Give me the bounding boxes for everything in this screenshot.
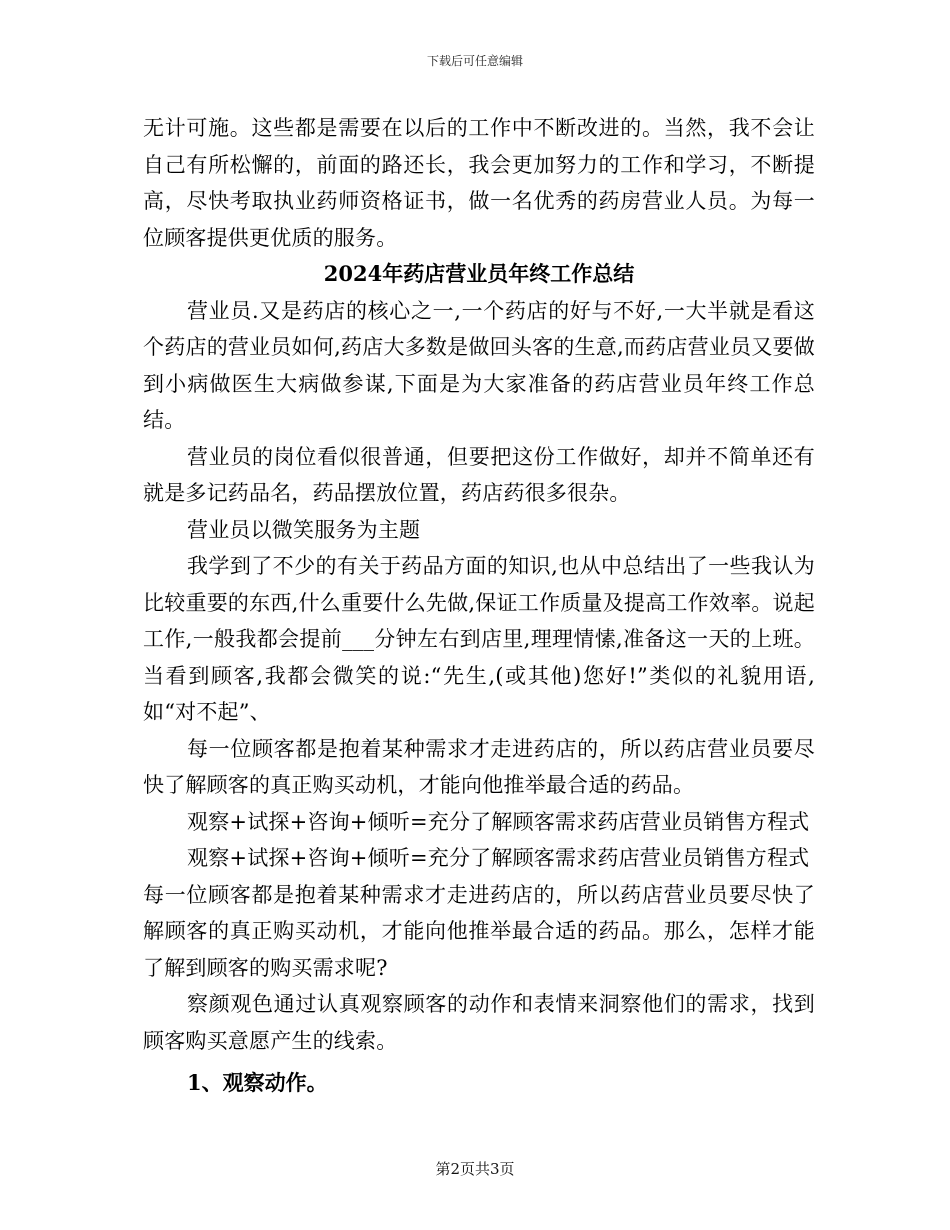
paragraph-5: 我学到了不少的有关于药品方面的知识,也从中总结出了一些我认为比较重要的东西,什么重要什么先做,保证工作质量及提高工作效率。说起工作,一般我都会提前___分钟左右到店里,理理情愫,准备这一天的上班。当看到顾客,我都会微笑的说:“先生,(或其他)您好!”类似的礼貌用语,如“对不起”、 <box>143 554 815 724</box>
page-number: 第2页共3页 <box>435 1160 515 1178</box>
section-heading-1: 1、观察动作。 <box>187 1070 328 1095</box>
paragraph-10: 察颜观色通过认真观察顾客的动作和表情来洞察他们的需求，找到顾客购买意愿产生的线索。 <box>143 992 815 1053</box>
paragraph-8: 观察+试探+咨询+倾听=充分了解顾客需求药店营业员销售方程式 <box>187 846 810 870</box>
paragraph-4: 营业员以微笑服务为主题 <box>187 517 421 542</box>
paragraph-2: 营业员.又是药店的核心之一,一个药店的好与不好,一大半就是看这个药店的营业员如何,药店大多数是做回头客的生意,而药店营业员又要做到小病做医生大病做参谋,下面是为大家准备的药店营业员年终工作总结。 <box>143 298 815 432</box>
paragraph-7: 观察+试探+咨询+倾听=充分了解顾客需求药店营业员销售方程式 <box>187 809 810 834</box>
paragraph-9: 每一位顾客都是抱着某种需求才走进药店的，所以药店营业员要尽快了解顾客的真正购买动机，才能向他推举最合适的药品。那么，怎样才能了解到顾客的购买需求呢? <box>143 882 815 980</box>
document-body <box>143 110 815 1102</box>
paragraph-3: 营业员的岗位看似很普通，但要把这份工作做好，却并不简单还有就是多记药品名，药品摆放位置，药店药很多很杂。 <box>143 444 815 505</box>
paragraph-6: 每一位顾客都是抱着某种需求才走进药店的，所以药店营业员要尽快了解顾客的真正购买动机，才能向他推举最合适的药品。 <box>143 736 815 797</box>
page-header-note: 下载后可任意编辑 <box>426 54 523 68</box>
paragraph-1: 无计可施。这些都是需要在以后的工作中不断改进的。当然，我不会让自己有所松懈的，前面的路还长，我会更加努力的工作和学习，不断提高，尽快考取执业药师资格证书，做一名优秀的药房营业人员。为每一位顾客提供更优质的服务。 <box>143 116 815 250</box>
document-title: 2024年药店营业员年终工作总结 <box>323 261 635 286</box>
